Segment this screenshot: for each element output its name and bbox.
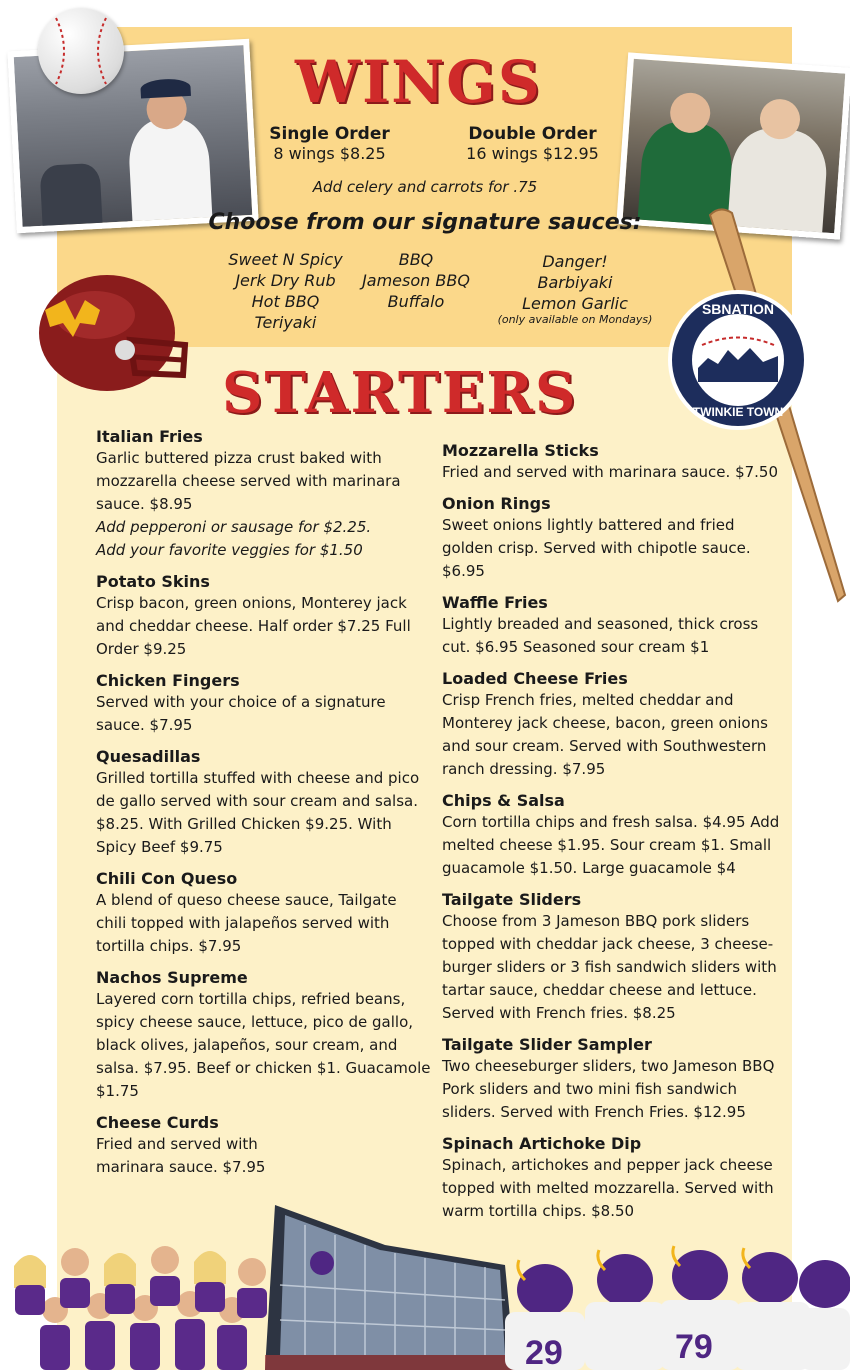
menu-item-desc: Grilled tortilla stuffed with cheese and pico de gallo served with sour cream and salsa. $8.25. With Grilled Chicken $9.25. With Spicy Beef $9.75 xyxy=(96,769,420,856)
sauce-item: Lemon Garlic xyxy=(522,294,628,313)
menu-item-desc: Lightly breaded and seasoned, thick cross cut. $6.95 Seasoned sour cream $1 xyxy=(442,615,759,656)
svg-text:79: 79 xyxy=(675,1328,713,1366)
menu-item-name: Chili Con Queso xyxy=(96,869,238,888)
vikings-players-photo xyxy=(495,1240,850,1370)
menu-item xyxy=(442,889,782,1025)
menu-item-name: Tailgate Slider Sampler xyxy=(442,1035,652,1054)
menu-item-desc: Garlic buttered pizza crust baked with mozzarella cheese served with marinara sauce. $8.95 xyxy=(96,449,401,513)
menu-item-desc: Layered corn tortilla chips, refried beans, spicy cheese sauce, lettuce, pico de gallo, black olives, jalapeños, sour cream, and salsa. $7.95. Beef or chicken $1. Guacamole $1.75 xyxy=(96,990,431,1100)
menu-item-name: Mozzarella Sticks xyxy=(442,441,599,460)
menu-item xyxy=(442,790,782,880)
menu-item xyxy=(96,670,431,737)
sauce-column-2 xyxy=(356,249,476,312)
sauce-item: BBQ xyxy=(398,250,434,269)
menu-item-desc: Served with your choice of a signature sauce. $7.95 xyxy=(96,693,386,734)
starters-left-column xyxy=(96,426,431,1188)
sauce-item: Buffalo xyxy=(387,292,445,311)
menu-item-desc: Sweet onions lightly battered and fried golden crisp. Served with chipotle sauce. $6.95 xyxy=(442,516,751,580)
cheerleaders-photo xyxy=(0,1240,280,1370)
menu-item-desc: A blend of queso cheese sauce, Tailgate chili topped with jalapeños served with tortilla chips. $7.95 xyxy=(96,891,397,955)
menu-item-desc: Fried and served with marinara sauce. $7.50 xyxy=(442,463,779,481)
menu-item-desc: Two cheeseburger sliders, two Jameson BBQ Pork sliders and two mini fish sandwich sliders. Served with French Fries. $12.95 xyxy=(442,1057,775,1121)
menu-item-desc: Crisp bacon, green onions, Monterey jack and cheddar cheese. Half order $7.25 Full Order $9.25 xyxy=(96,594,411,658)
sauce-item: Jameson BBQ xyxy=(362,271,470,290)
single-order-name: Single Order xyxy=(269,124,390,144)
menu-item-name: Nachos Supreme xyxy=(96,968,248,987)
menu-item-name: Spinach Artichoke Dip xyxy=(442,1134,642,1153)
twinkie-town-logo xyxy=(668,290,808,430)
menu-item xyxy=(96,1112,286,1179)
wings-title: WINGS xyxy=(295,48,542,116)
sauce-item: Hot BBQ xyxy=(251,292,320,311)
badge-top-text: SBNATION xyxy=(701,301,775,317)
menu-item-desc: Crisp French fries, melted cheddar and Monterey jack cheese, bacon, green onions and sour cream. Served with Southwestern ranch dressing. $7.95 xyxy=(442,691,768,778)
menu-item xyxy=(96,868,431,958)
starters-right-column xyxy=(442,440,782,1232)
sauce-item: Danger! xyxy=(542,252,608,271)
menu-item-desc: Corn tortilla chips and fresh salsa. $4.95 Add melted cheese $1.95. Sour cream $1. Small guacamole $1.50. Large guacamole $4 xyxy=(442,813,780,877)
menu-item-extra: Add your favorite veggies for $1.50 xyxy=(96,541,363,559)
menu-item-name: Loaded Cheese Fries xyxy=(442,669,628,688)
baseball-icon xyxy=(38,8,124,94)
menu-item-name: Quesadillas xyxy=(96,747,201,766)
menu-item xyxy=(442,592,782,659)
menu-item-desc: Spinach, artichokes and pepper jack cheese topped with melted mozzarella. Served with warm tortilla chips. $8.50 xyxy=(442,1156,774,1220)
menu-item-name: Italian Fries xyxy=(96,427,203,446)
menu-item-name: Potato Skins xyxy=(96,572,210,591)
menu-item xyxy=(96,967,431,1103)
double-order-detail: 16 wings $12.95 xyxy=(466,144,599,163)
svg-text:29: 29 xyxy=(525,1334,563,1370)
sauce-item: Sweet N Spicy xyxy=(228,250,343,269)
menu-item xyxy=(442,668,782,781)
menu-item xyxy=(442,440,782,484)
sauce-note: (only available on Mondays) xyxy=(497,313,653,326)
double-order xyxy=(460,124,605,164)
menu-item-name: Waffle Fries xyxy=(442,593,548,612)
menu-item-name: Chips & Salsa xyxy=(442,791,565,810)
menu-item-name: Onion Rings xyxy=(442,494,551,513)
sauce-item: Jerk Dry Rub xyxy=(235,271,336,290)
badge-bottom-text: TWINKIE TOWN xyxy=(692,405,784,419)
menu-item xyxy=(442,493,782,583)
menu-item xyxy=(96,426,431,562)
celery-addon: Add celery and carrots for .75 xyxy=(312,178,538,196)
stadium-photo xyxy=(265,1205,515,1370)
menu-item-name: Chicken Fingers xyxy=(96,671,240,690)
sauce-column-3 xyxy=(490,251,660,326)
menu-item xyxy=(96,571,431,661)
double-order-name: Double Order xyxy=(468,124,597,144)
sauce-column-1 xyxy=(218,249,353,333)
menu-item-name: Cheese Curds xyxy=(96,1113,219,1132)
menu-item xyxy=(442,1034,782,1124)
starters-title: STARTERS xyxy=(222,360,578,426)
menu-item-desc: Choose from 3 Jameson BBQ pork sliders topped with cheddar jack cheese, 3 cheese-burger sliders or 3 fish sandwich sliders with tartar sauce, cheddar cheese and lettuce. Served with French fries. $8.25 xyxy=(442,912,777,1022)
sauce-item: Barbiyaki xyxy=(537,273,613,292)
sauce-heading: Choose from our signature sauces: xyxy=(208,210,642,235)
single-order-detail: 8 wings $8.25 xyxy=(273,144,386,163)
menu-item xyxy=(96,746,431,859)
football-helmet-icon xyxy=(25,265,190,415)
menu-item-desc: Fried and served with marinara sauce. $7.95 xyxy=(96,1135,266,1176)
menu-item-extra: Add pepperoni or sausage for $2.25. xyxy=(96,518,372,536)
single-order xyxy=(262,124,397,164)
sauce-item: Teriyaki xyxy=(254,313,317,332)
menu-item-name: Tailgate Sliders xyxy=(442,890,582,909)
